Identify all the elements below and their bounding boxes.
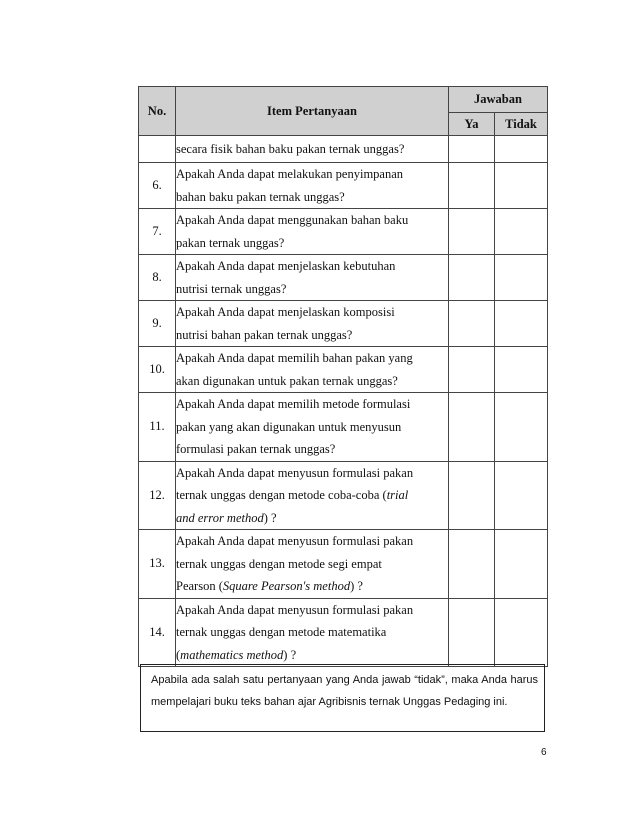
row-number: 14. xyxy=(139,598,176,667)
question-segment: Pearson ( xyxy=(176,579,223,593)
question-line xyxy=(176,278,448,301)
table-row xyxy=(139,255,548,301)
answer-tidak-cell[interactable] xyxy=(495,136,548,163)
answer-tidak-cell[interactable] xyxy=(495,209,548,255)
question-segment: ternak unggas dengan metode segi empat xyxy=(176,556,382,571)
question-line xyxy=(176,438,448,461)
question-segment: nutrisi ternak unggas? xyxy=(176,281,287,296)
row-number xyxy=(139,136,176,163)
answer-ya-cell[interactable] xyxy=(449,393,495,462)
row-number: 13. xyxy=(139,530,176,599)
question-text xyxy=(176,461,449,530)
answer-tidak-cell[interactable] xyxy=(495,255,548,301)
question-line xyxy=(176,575,448,598)
question-segment: ) ? xyxy=(350,579,363,593)
question-line xyxy=(176,416,448,439)
question-segment: formulasi pakan ternak unggas? xyxy=(176,442,336,456)
answer-tidak-cell[interactable] xyxy=(495,347,548,393)
answer-tidak-cell[interactable] xyxy=(495,530,548,599)
question-segment: Apakah Anda dapat menyusun formulasi pakan xyxy=(176,602,414,617)
answer-ya-cell[interactable] xyxy=(449,209,495,255)
header-tidak: Tidak xyxy=(495,113,548,136)
header-item: Item Pertanyaan xyxy=(176,87,449,136)
table-row xyxy=(139,136,548,163)
question-segment: Apakah Anda dapat menyusun formulasi pakan xyxy=(176,465,414,480)
question-segment: secara fisik bahan baku pakan ternak unggas? xyxy=(176,142,405,156)
answer-ya-cell[interactable] xyxy=(449,301,495,347)
question-text xyxy=(176,301,449,347)
question-line xyxy=(176,370,448,393)
instruction-note: Apabila ada salah satu pertanyaan yang Anda jawab “tidak”, maka Anda harus mempelajari buku teks bahan ajar Agribisnis ternak Unggas Pedaging ini. xyxy=(140,664,545,732)
header-ya: Ya xyxy=(449,113,495,136)
table-body xyxy=(139,136,548,667)
table-row xyxy=(139,530,548,599)
answer-tidak-cell[interactable] xyxy=(495,598,548,667)
question-segment: nutrisi bahan pakan ternak unggas? xyxy=(176,327,353,342)
row-number: 7. xyxy=(139,209,176,255)
table-row xyxy=(139,209,548,255)
question-segment: bahan baku pakan ternak unggas? xyxy=(176,189,345,204)
question-line xyxy=(176,530,448,553)
question-segment: akan digunakan untuk pakan ternak unggas? xyxy=(176,373,398,388)
row-number: 11. xyxy=(139,393,176,462)
answer-ya-cell[interactable] xyxy=(449,163,495,209)
question-segment: Apakah Anda dapat memilih bahan pakan yang xyxy=(176,351,413,365)
answer-ya-cell[interactable] xyxy=(449,461,495,530)
table-row xyxy=(139,301,548,347)
answer-tidak-cell[interactable] xyxy=(495,393,548,462)
row-number: 6. xyxy=(139,163,176,209)
question-line xyxy=(176,255,448,278)
question-segment: ternak unggas dengan metode matematika xyxy=(176,625,387,639)
row-number: 8. xyxy=(139,255,176,301)
question-segment: pakan ternak unggas? xyxy=(176,235,285,250)
header-jawaban: Jawaban xyxy=(449,87,548,113)
answer-ya-cell[interactable] xyxy=(449,255,495,301)
table-row xyxy=(139,393,548,462)
question-segment: Apakah Anda dapat menjelaskan komposisi xyxy=(176,305,395,319)
question-segment: ) ? xyxy=(263,510,277,525)
answer-tidak-cell[interactable] xyxy=(495,163,548,209)
question-italic-term: and error method xyxy=(176,510,264,525)
question-text xyxy=(176,136,449,163)
question-segment: pakan yang akan digunakan untuk menyusun xyxy=(176,419,402,434)
question-segment: ternak unggas dengan metode coba-coba ( xyxy=(176,488,387,502)
question-line xyxy=(176,621,448,644)
answer-ya-cell[interactable] xyxy=(449,598,495,667)
question-segment: Apakah Anda dapat menjelaskan kebutuhan xyxy=(176,259,396,273)
question-text xyxy=(176,598,449,667)
answer-tidak-cell[interactable] xyxy=(495,301,548,347)
question-segment: Apakah Anda dapat melakukan penyimpanan xyxy=(176,167,404,181)
question-segment: Apakah Anda dapat menggunakan bahan baku xyxy=(176,213,409,227)
table-row xyxy=(139,461,548,530)
row-number: 12. xyxy=(139,461,176,530)
question-segment: Apakah Anda dapat menyusun formulasi pakan xyxy=(176,534,414,548)
question-line xyxy=(176,462,448,485)
question-line xyxy=(176,553,448,576)
table-row xyxy=(139,163,548,209)
answer-ya-cell[interactable] xyxy=(449,347,495,393)
question-line xyxy=(176,324,448,347)
question-text xyxy=(176,530,449,599)
question-line xyxy=(176,136,448,162)
question-line xyxy=(176,393,448,416)
question-line xyxy=(176,163,448,186)
question-line xyxy=(176,301,448,324)
answer-tidak-cell[interactable] xyxy=(495,461,548,530)
question-segment: ) ? xyxy=(283,647,297,662)
question-line xyxy=(176,599,448,622)
question-line xyxy=(176,507,448,530)
question-line xyxy=(176,209,448,232)
question-line xyxy=(176,484,448,507)
question-segment: ( xyxy=(176,647,181,662)
answer-ya-cell[interactable] xyxy=(449,530,495,599)
page-number: 6 xyxy=(541,747,547,758)
question-text xyxy=(176,255,449,301)
header-no: No. xyxy=(139,87,176,136)
row-number: 10. xyxy=(139,347,176,393)
question-italic-term: Square Pearson's method xyxy=(222,579,351,593)
question-italic-term: mathematics method xyxy=(180,647,284,662)
answer-ya-cell[interactable] xyxy=(449,136,495,163)
question-line xyxy=(176,347,448,370)
question-segment: Apakah Anda dapat memilih metode formulasi xyxy=(176,397,411,411)
question-line xyxy=(176,232,448,255)
question-text xyxy=(176,209,449,255)
question-text xyxy=(176,347,449,393)
question-text xyxy=(176,393,449,462)
table-row xyxy=(139,598,548,667)
question-line xyxy=(176,186,448,209)
question-italic-term: trial xyxy=(386,488,409,502)
question-line xyxy=(176,644,448,667)
question-text xyxy=(176,163,449,209)
table-row xyxy=(139,347,548,393)
questionnaire-table xyxy=(138,86,548,667)
row-number: 9. xyxy=(139,301,176,347)
